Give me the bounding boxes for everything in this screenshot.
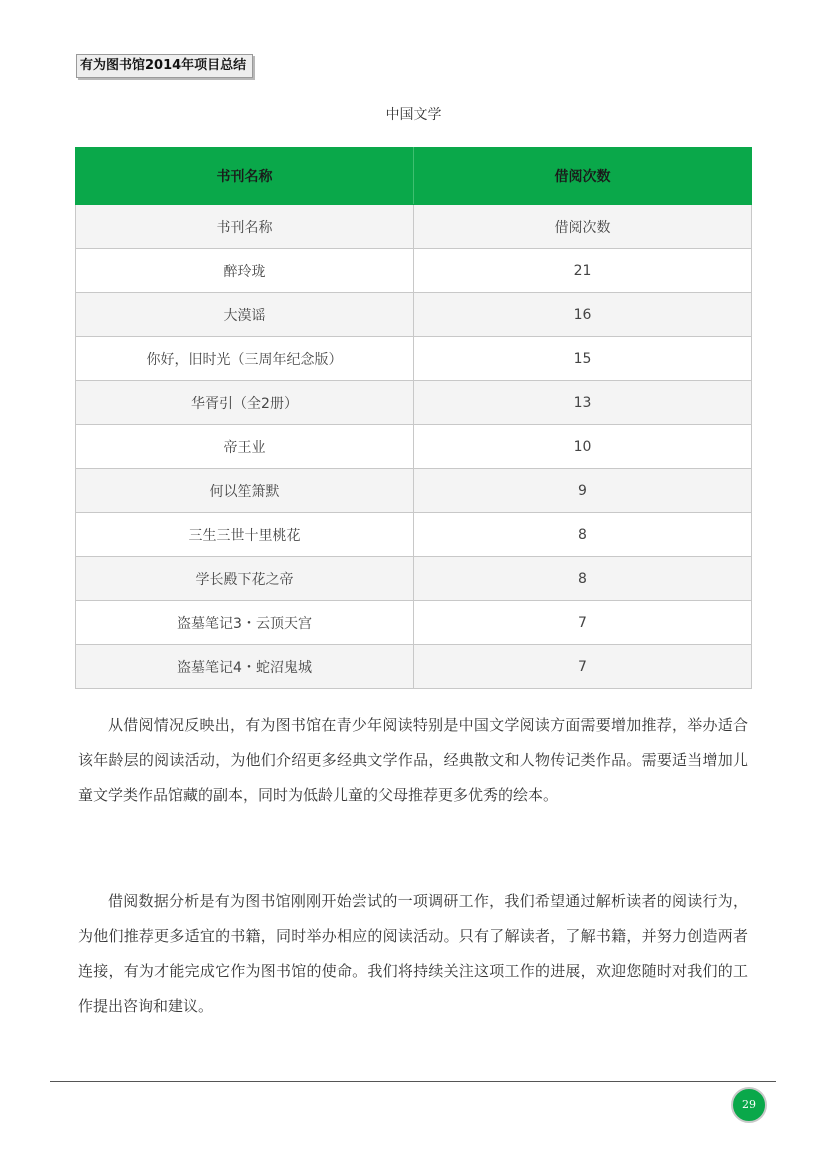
book-title-cell: 醉玲珑 [76, 249, 414, 293]
borrow-count-cell: 8 [414, 557, 752, 601]
book-title-cell: 学长殿下花之帝 [76, 557, 414, 601]
table-row [76, 645, 752, 689]
analysis-paragraph-2: 借阅数据分析是有为图书馆刚刚开始尝试的一项调研工作，我们希望通过解析读者的阅读行为，为他们推荐更多适宜的书籍，同时举办相应的阅读活动。只有了解读者，了解书籍，并努力创造两者连接，有为才能完成它作为图书馆的使命。我们将持续关注这项工作的进展，欢迎您随时对我们的工作提出咨询和建议。 [78, 892, 748, 1015]
table-header-row [76, 148, 752, 205]
table-row [76, 557, 752, 601]
borrow-count-cell: 13 [414, 381, 752, 425]
table-row [76, 205, 752, 249]
table-row [76, 337, 752, 381]
column-header-borrow-count: 借阅次数 [414, 148, 752, 205]
book-title-cell: 华胥引（全2册） [76, 381, 414, 425]
book-title-cell: 三生三世十里桃花 [76, 513, 414, 557]
borrow-count-cell: 21 [414, 249, 752, 293]
table-row [76, 381, 752, 425]
book-title-cell: 大漠谣 [76, 293, 414, 337]
book-title-cell: 帝王业 [76, 425, 414, 469]
page-number-badge: 29 [731, 1087, 767, 1123]
table-row [76, 601, 752, 645]
table-row [76, 293, 752, 337]
book-title-cell: 书刊名称 [76, 205, 414, 249]
analysis-paragraph-1: 从借阅情况反映出，有为图书馆在青少年阅读特别是中国文学阅读方面需要增加推荐，举办适合该年龄层的阅读活动，为他们介绍更多经典文学作品，经典散文和人物传记类作品。需要适当增加儿童文学类作品馆藏的副本，同时为低龄儿童的父母推荐更多优秀的绘本。 [78, 716, 748, 804]
borrow-count-cell: 8 [414, 513, 752, 557]
table-row [76, 469, 752, 513]
borrow-count-cell: 15 [414, 337, 752, 381]
document-header-tag: 有为图书馆2014年项目总结 [76, 54, 253, 78]
footer-divider [50, 1081, 776, 1082]
table-row [76, 249, 752, 293]
borrow-count-cell: 16 [414, 293, 752, 337]
book-title-cell: 盗墓笔记3・云顶天宫 [76, 601, 414, 645]
borrow-count-cell: 7 [414, 645, 752, 689]
book-title-cell: 你好，旧时光（三周年纪念版） [76, 337, 414, 381]
borrow-count-cell: 借阅次数 [414, 205, 752, 249]
table-title: 中国文学 [385, 107, 442, 123]
borrow-count-cell: 9 [414, 469, 752, 513]
column-header-book-title: 书刊名称 [76, 148, 414, 205]
borrow-count-cell: 7 [414, 601, 752, 645]
book-title-cell: 何以笙箫默 [76, 469, 414, 513]
borrow-count-table [75, 147, 752, 689]
book-title-cell: 盗墓笔记4・蛇沼鬼城 [76, 645, 414, 689]
borrow-count-cell: 10 [414, 425, 752, 469]
table-row [76, 513, 752, 557]
table-row [76, 425, 752, 469]
